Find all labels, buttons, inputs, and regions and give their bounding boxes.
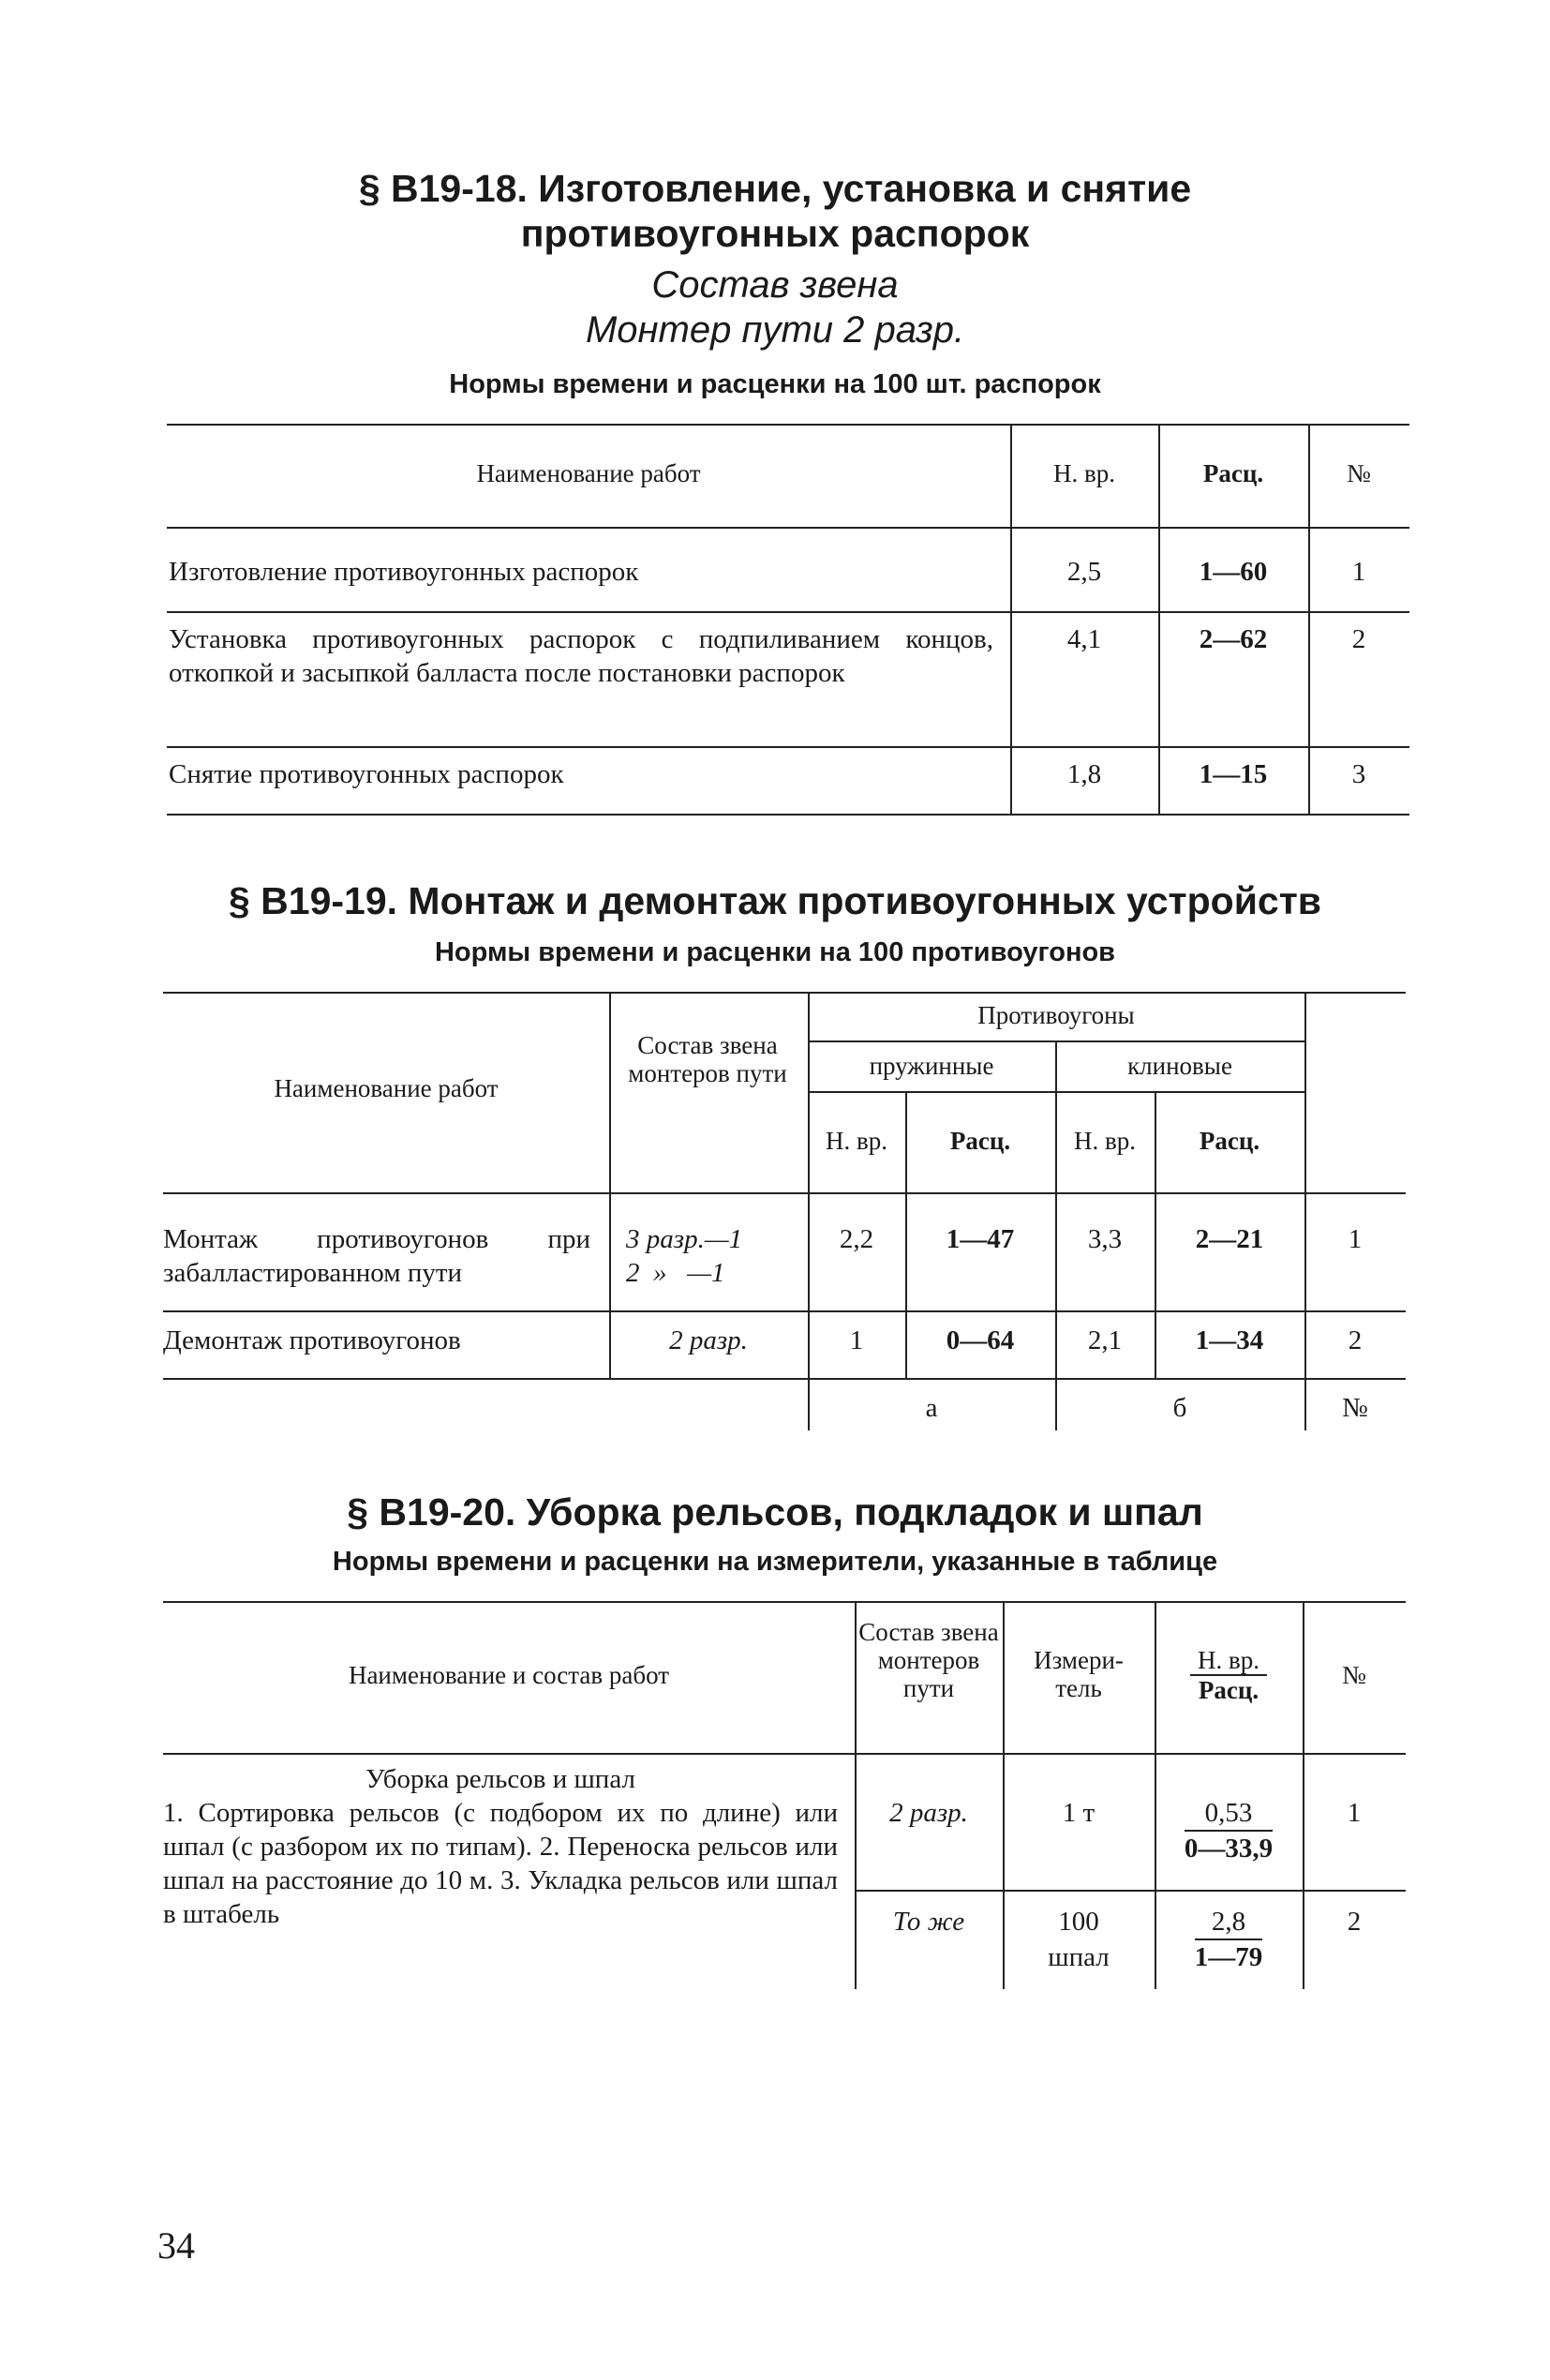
col-header-nvr: Н. вр. (1053, 459, 1115, 487)
col-header-crew: Состав звена монтеров пути (628, 1031, 787, 1087)
col-header-name: Наименование и состав работ (348, 1661, 670, 1689)
col-header-unit: Измери-тель (1034, 1646, 1124, 1702)
crew-value: Монтер пути 2 разр. (585, 309, 965, 351)
table-row-no: 1 (1347, 1798, 1362, 1828)
table-row-rasc: 1—15 (1199, 759, 1268, 789)
table-row-rasc: 1—79 (1194, 1942, 1263, 1972)
table-row-no: 1 (1351, 557, 1366, 587)
table-row-no: 3 (1351, 759, 1366, 789)
work-description: 1. Сортировка рельсов (с подбором их по длине) или шпал (с разбором их по типам). 2. Переноска рельсов или шпал на расстояние до 10 м. 3. Укладка рельсов или шпал в штабель (163, 1798, 838, 1929)
col-header-crew: Состав звена монтеров пути (858, 1618, 999, 1702)
table-row-name: Демонтаж противоугонов (163, 1325, 461, 1355)
table-row-rasc: 2—62 (1199, 624, 1268, 654)
col-header-rasc: Расц. (1199, 1127, 1260, 1155)
table-row-no: 1 (1348, 1224, 1363, 1254)
section-19-title: § В19-19. Монтаж и демонтаж противоугонных устройств (228, 879, 1322, 922)
section-20-title: § В19-20. Уборка рельсов, подкладок и шпал (347, 1490, 1203, 1534)
table-row-no: 2 (1351, 624, 1366, 654)
section-18-title-line1: § В19-18. Изготовление, установка и снятие (358, 167, 1192, 210)
crew-label: Состав звена (651, 264, 899, 306)
table-row-unit: 1 т (1062, 1798, 1095, 1828)
table-row-crew: 2 разр. (889, 1798, 968, 1828)
col-header-rasc: Расц. (1202, 459, 1264, 487)
table-row-name: Снятие противоугонных распорок (169, 759, 564, 789)
col-header-name: Наименование работ (274, 1074, 499, 1102)
section-18-subtitle: Нормы времени и расценки на 100 шт. распорок (449, 369, 1101, 399)
table-row-nvr: 4,1 (1066, 624, 1102, 654)
table-row-nvr: 2,8 (1195, 1905, 1263, 1940)
col-header-rasc: Расц. (949, 1127, 1011, 1155)
table-row-nvr-rasc (1155, 1796, 1303, 1865)
col-header-spring: пружинные (869, 1052, 994, 1080)
col-header-nvr-rasc (1155, 1646, 1303, 1704)
table-row-name: Монтаж противоугонов при забалластированном пути (163, 1224, 590, 1288)
col-header-no: № (1342, 1661, 1366, 1689)
table-row-rasc: 0—33,9 (1184, 1834, 1274, 1864)
section-19-subtitle: Нормы времени и расценки на 100 противоугонов (434, 937, 1116, 967)
table-row-rasc: 1—34 (1195, 1325, 1264, 1355)
section-20-subtitle: Нормы времени и расценки на измерители, указанные в таблице (332, 1547, 1218, 1577)
col-header-group: Противоугоны (977, 1001, 1135, 1029)
table-row-nvr: 2,2 (839, 1224, 874, 1254)
table-row-name: Изготовление противоугонных распорок (169, 557, 639, 587)
table-row-nvr: 3,3 (1087, 1224, 1123, 1254)
table-row-nvr: 2,1 (1087, 1325, 1123, 1355)
section-18-title-line2: противоугонных распорок (520, 212, 1030, 255)
table-row-no: 2 (1348, 1325, 1363, 1355)
footer-col-b: б (1172, 1393, 1187, 1423)
table-row-crew: То же (892, 1907, 965, 1937)
table-row-crew: 2 » —1 (626, 1258, 725, 1288)
col-header-no: № (1347, 459, 1371, 487)
col-header-nvr: Н. вр. (1074, 1127, 1136, 1155)
table-row-nvr: 0,53 (1185, 1796, 1273, 1832)
table-row-rasc: 0—64 (946, 1325, 1015, 1355)
col-header-name: Наименование работ (476, 459, 701, 487)
table-row-crew: 2 разр. (669, 1325, 748, 1355)
col-header-wedge: клиновые (1127, 1052, 1232, 1080)
table-row-nvr: 1 (849, 1325, 864, 1355)
footer-col-no: № (1342, 1393, 1368, 1423)
table-row-rasc: 1—60 (1199, 557, 1268, 587)
table-row-nvr: 1,8 (1066, 759, 1102, 789)
col-header-rasc: Расц. (1198, 1676, 1259, 1704)
table-row-crew: 3 разр.—1 (626, 1224, 743, 1254)
table-row-rasc: 2—21 (1195, 1224, 1264, 1254)
table-row-unit: шпал (1048, 1942, 1110, 1972)
page-number: 34 (157, 2224, 195, 2267)
col-header-nvr: Н. вр. (826, 1127, 887, 1155)
table-row-nvr-rasc (1155, 1905, 1303, 1974)
table-row-rasc: 1—47 (946, 1224, 1015, 1254)
group-title: Уборка рельсов и шпал (365, 1764, 635, 1794)
table-row-name: Установка противоугонных распорок с подпиливанием концов, откопкой и засыпкой балласта после постановки распорок (169, 624, 993, 688)
table-row-no: 2 (1347, 1907, 1362, 1937)
col-header-nvr: Н. вр. (1190, 1646, 1267, 1676)
table-row-nvr: 2,5 (1066, 557, 1102, 587)
table-row-unit: 100 (1058, 1907, 1099, 1937)
footer-col-a: а (925, 1393, 938, 1423)
